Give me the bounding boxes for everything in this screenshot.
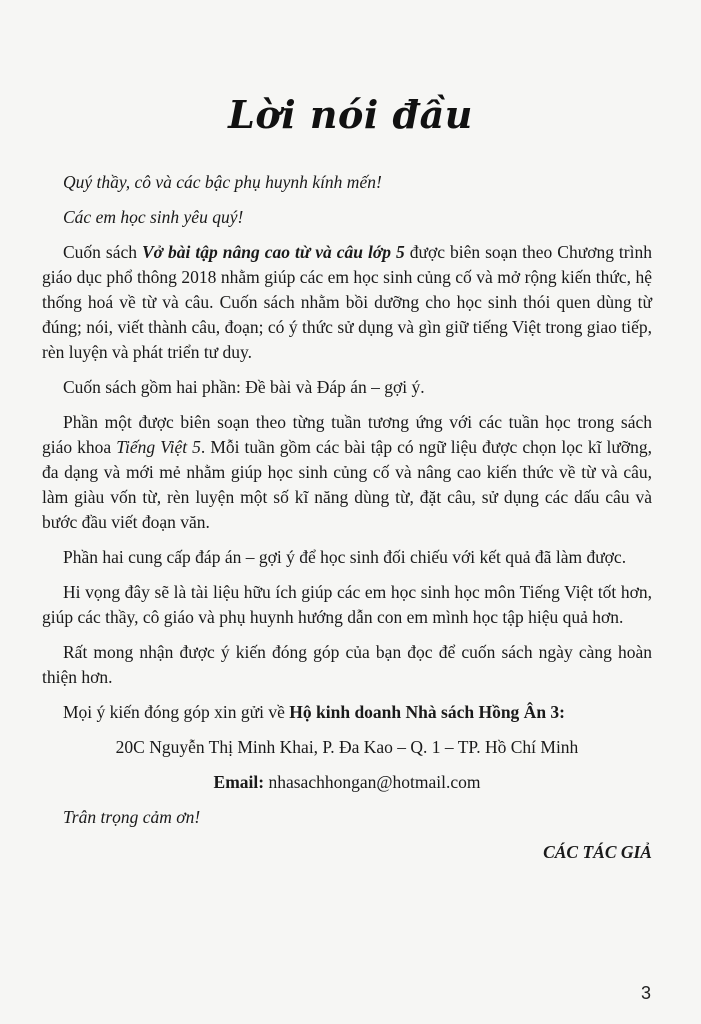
paragraph-part-one-rest: . Mỗi tuần gồm các bài tập có ngữ liệu được chọn lọc kĩ lưỡng, đa dạng và mới mẻ nhằm giúp học sinh củng cố và nâng cao kiến thức về từ và câu, làm giàu vốn từ, rèn luyện một số kĩ năng dùng từ, đặt câu, sử dụng các dấu câu và bước đầu viết đoạn văn.: [42, 437, 652, 532]
contact-lead: Mọi ý kiến đóng góp xin gửi về: [63, 702, 290, 722]
book-title: Vở bài tập nâng cao từ và câu lớp 5: [142, 242, 405, 262]
authors-signature: CÁC TÁC GIẢ: [543, 842, 652, 862]
page-title: Lời nói đầu: [228, 92, 473, 137]
paragraph-book-parts: Cuốn sách gồm hai phần: Đề bài và Đáp án – gợi ý.: [63, 377, 425, 397]
preface-body: [42, 170, 652, 875]
paragraph-book-intro-rest: được biên soạn theo Chương trình giáo dục phổ thông 2018 nhằm giúp các em học sinh củng cố và mở rộng kiến thức, hệ thống hoá về từ và câu. Cuốn sách nhằm bồi dưỡng cho học sinh thói quen dùng từ đúng; nói, viết thành câu, đoạn; có ý thức sử dụng và gìn giữ tiếng Việt trong giao tiếp, rèn luyện và phát triển tư duy.: [42, 242, 652, 362]
publisher-name: Hộ kinh doanh Nhà sách Hồng Ân 3:: [289, 702, 566, 722]
contact-line: [42, 700, 652, 725]
paragraph-book-intro: [42, 240, 652, 365]
paragraph-part-one: [42, 410, 652, 535]
page-number: 3: [640, 983, 651, 1003]
paragraph-part-one-lead: Phần một được biên soạn theo từng tuần tương ứng với các tuần học trong sách giáo khoa: [42, 412, 652, 457]
textbook-name: Tiếng Việt 5: [116, 437, 201, 457]
publisher-address: 20C Nguyễn Thị Minh Khai, P. Đa Kao – Q. 1 – TP. Hồ Chí Minh: [115, 737, 579, 757]
paragraph-book-intro-lead: Cuốn sách: [63, 242, 142, 262]
email-line: [42, 770, 652, 795]
paragraph-hope: Hi vọng đây sẽ là tài liệu hữu ích giúp các em học sinh học môn Tiếng Việt tốt hơn, giúp các thầy, cô giáo và phụ huynh hướng dẫn con em mình học tập hiệu quả hơn.: [42, 582, 652, 627]
email-address: nhasachhongan@hotmail.com: [264, 772, 481, 792]
paragraph-feedback: Rất mong nhận được ý kiến đóng góp của bạn đọc để cuốn sách ngày càng hoàn thiện hơn.: [42, 642, 652, 687]
greeting-students: Các em học sinh yêu quý!: [63, 207, 244, 227]
greeting-teachers-parents: Quý thầy, cô và các bậc phụ huynh kính mến!: [63, 172, 382, 192]
paragraph-part-two: Phần hai cung cấp đáp án – gợi ý để học sinh đối chiếu với kết quả đã làm được.: [63, 547, 627, 567]
email-label: Email:: [213, 772, 265, 792]
closing-thanks: Trân trọng cảm ơn!: [63, 807, 201, 827]
